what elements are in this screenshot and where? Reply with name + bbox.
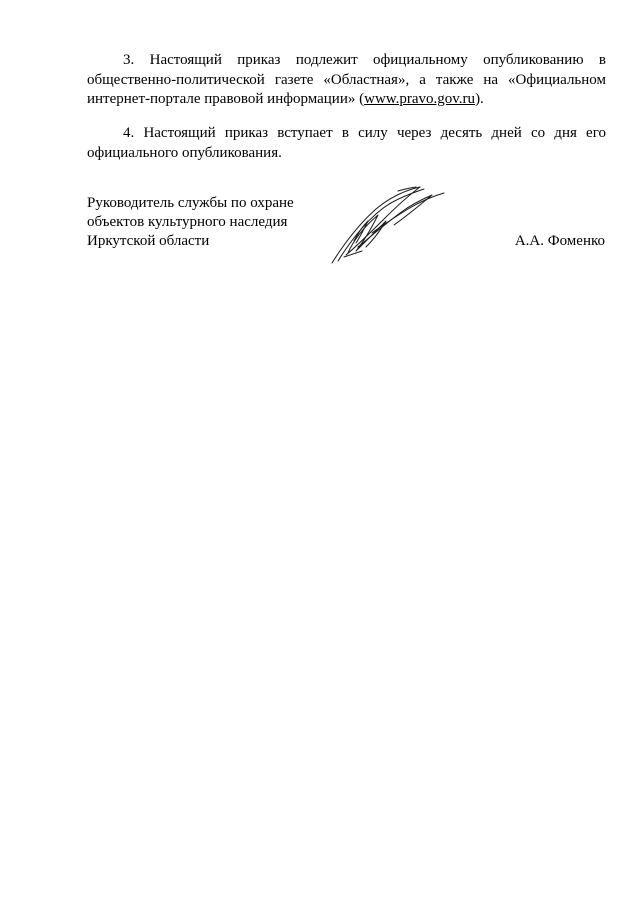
position-line-2: объектов культурного наследия	[87, 214, 288, 230]
position-line-3: Иркутской области	[87, 233, 210, 249]
pravo-link[interactable]: www.pravo.gov.ru	[364, 91, 476, 107]
position-line-1: Руководитель службы по охране	[87, 195, 294, 211]
signature-stroke	[332, 187, 420, 263]
signer-name: А.А. Фоменко	[514, 233, 605, 249]
handwritten-signature	[328, 183, 448, 269]
paragraph-4-text: 4. Настоящий приказ вступает в силу через десять дней со дня его официального опубликования.	[87, 125, 606, 161]
paragraph-4	[87, 124, 606, 163]
signature-stroke	[348, 215, 386, 253]
paragraph-3-tail: ).	[475, 91, 484, 107]
paragraph-3-text: 3. Настоящий приказ подлежит официальному опубликованию в общественно-политической газете «Областная», а также на «Официальном интернет-портале правовой информации» (	[87, 52, 606, 107]
paragraph-3	[87, 51, 606, 110]
signer-position	[87, 194, 294, 251]
